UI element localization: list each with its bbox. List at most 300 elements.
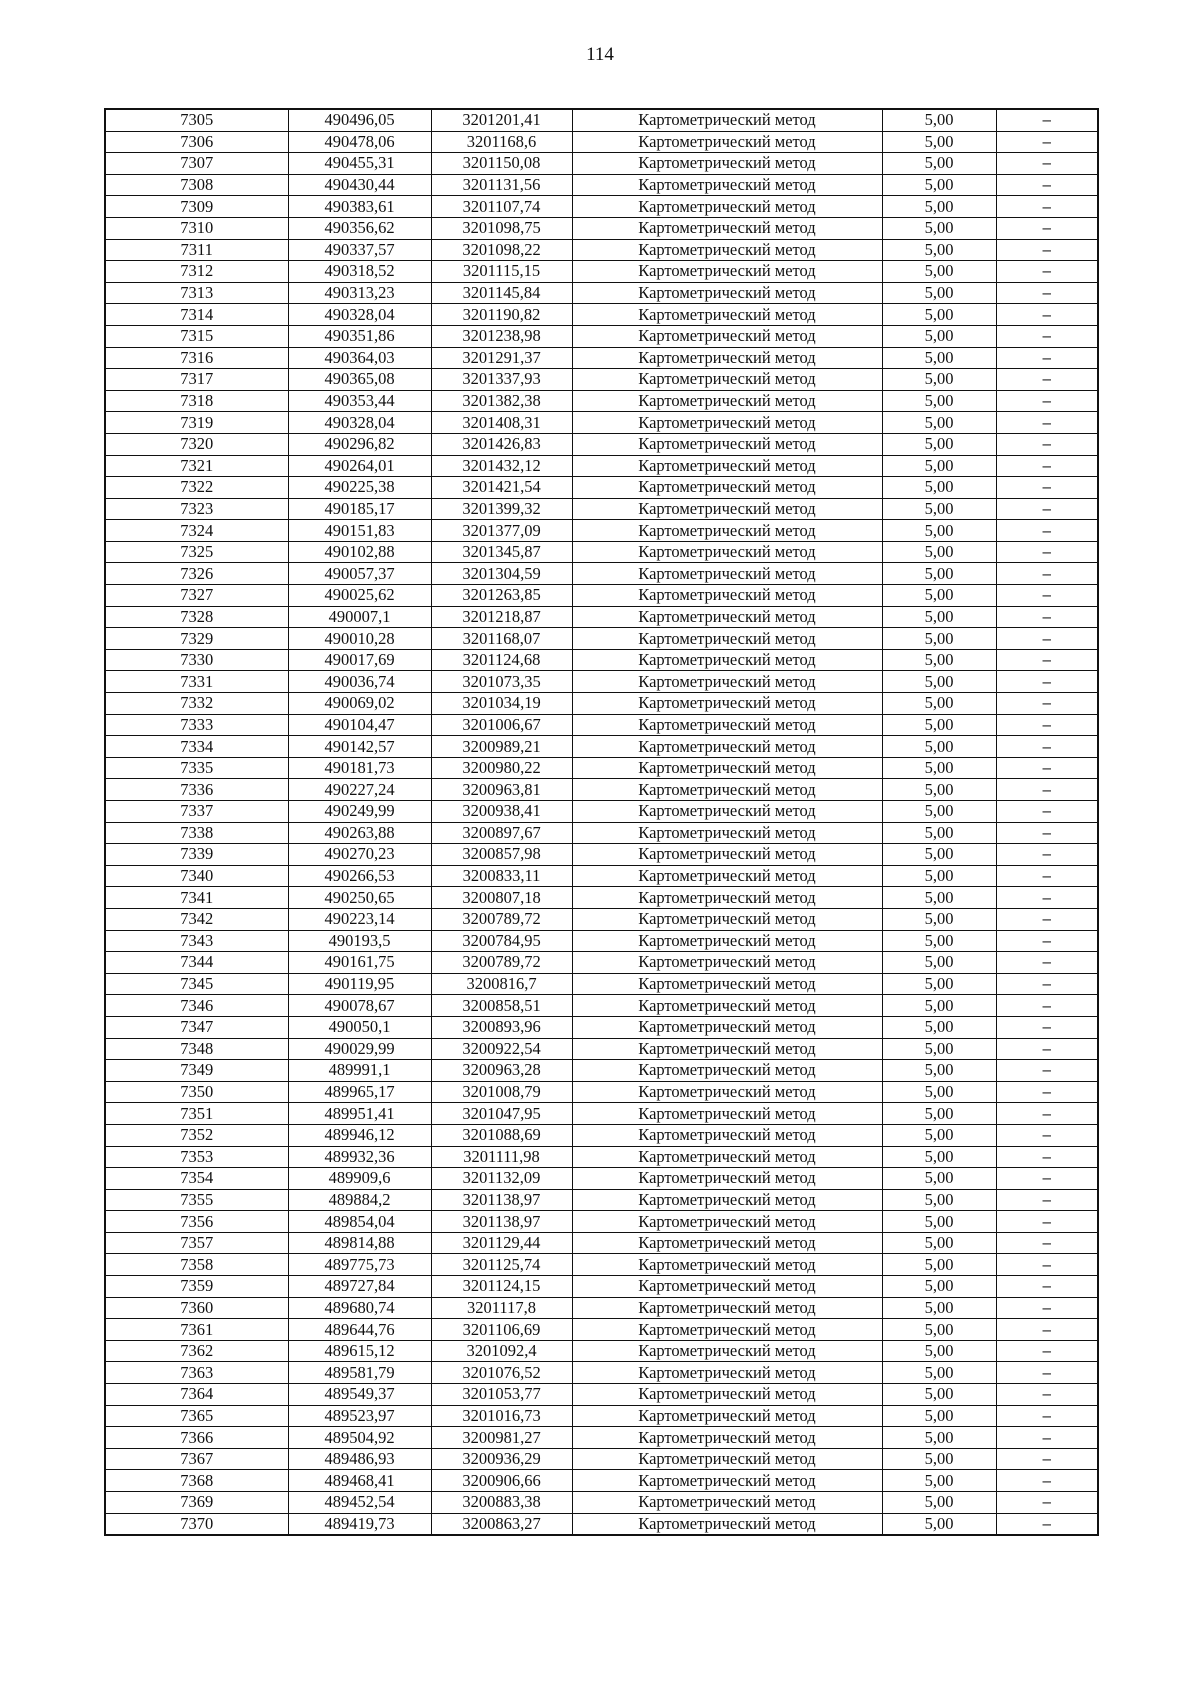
method-cell: Картометрический метод [572, 1060, 882, 1082]
description-cell: – [996, 1362, 1098, 1384]
y-coordinate-cell: 3200789,72 [431, 908, 572, 930]
x-coordinate-cell: 490104,47 [288, 714, 431, 736]
description-cell: – [996, 347, 1098, 369]
description-cell: – [996, 433, 1098, 455]
error-cell: 5,00 [882, 930, 996, 952]
point-number-cell: 7343 [105, 930, 288, 952]
method-cell: Картометрический метод [572, 369, 882, 391]
point-number-cell: 7354 [105, 1168, 288, 1190]
y-coordinate-cell: 3201190,82 [431, 304, 572, 326]
method-cell: Картометрический метод [572, 973, 882, 995]
description-cell: – [996, 1513, 1098, 1535]
point-number-cell: 7341 [105, 887, 288, 909]
description-cell: – [996, 498, 1098, 520]
x-coordinate-cell: 490328,04 [288, 412, 431, 434]
point-number-cell: 7326 [105, 563, 288, 585]
y-coordinate-cell: 3201006,67 [431, 714, 572, 736]
description-cell: – [996, 1211, 1098, 1233]
point-number-cell: 7368 [105, 1470, 288, 1492]
method-cell: Картометрический метод [572, 563, 882, 585]
method-cell: Картометрический метод [572, 455, 882, 477]
table-row [105, 671, 1098, 693]
method-cell: Картометрический метод [572, 109, 882, 131]
point-number-cell: 7311 [105, 239, 288, 261]
point-number-cell: 7329 [105, 628, 288, 650]
table-row [105, 1319, 1098, 1341]
table-row [105, 1405, 1098, 1427]
table-row [105, 1124, 1098, 1146]
description-cell: – [996, 304, 1098, 326]
point-number-cell: 7306 [105, 131, 288, 153]
x-coordinate-cell: 490337,57 [288, 239, 431, 261]
method-cell: Картометрический метод [572, 671, 882, 693]
description-cell: – [996, 1232, 1098, 1254]
error-cell: 5,00 [882, 671, 996, 693]
table-row [105, 801, 1098, 823]
method-cell: Картометрический метод [572, 606, 882, 628]
point-number-cell: 7309 [105, 196, 288, 218]
description-cell: – [996, 325, 1098, 347]
table-row [105, 347, 1098, 369]
description-cell: – [996, 412, 1098, 434]
point-number-cell: 7327 [105, 585, 288, 607]
x-coordinate-cell: 489991,1 [288, 1060, 431, 1082]
error-cell: 5,00 [882, 1405, 996, 1427]
description-cell: – [996, 995, 1098, 1017]
error-cell: 5,00 [882, 606, 996, 628]
error-cell: 5,00 [882, 455, 996, 477]
table-row [105, 693, 1098, 715]
error-cell: 5,00 [882, 153, 996, 175]
page-number: 114 [586, 44, 614, 65]
method-cell: Картометрический метод [572, 1276, 882, 1298]
method-cell: Картометрический метод [572, 908, 882, 930]
error-cell: 5,00 [882, 757, 996, 779]
table-row [105, 109, 1098, 131]
x-coordinate-cell: 490142,57 [288, 736, 431, 758]
x-coordinate-cell: 489775,73 [288, 1254, 431, 1276]
x-coordinate-cell: 490313,23 [288, 282, 431, 304]
table-row [105, 736, 1098, 758]
description-cell: – [996, 973, 1098, 995]
method-cell: Картометрический метод [572, 1124, 882, 1146]
error-cell: 5,00 [882, 822, 996, 844]
description-cell: – [996, 217, 1098, 239]
point-number-cell: 7347 [105, 1016, 288, 1038]
y-coordinate-cell: 3201399,32 [431, 498, 572, 520]
point-number-cell: 7324 [105, 520, 288, 542]
description-cell: – [996, 1384, 1098, 1406]
y-coordinate-cell: 3201238,98 [431, 325, 572, 347]
point-number-cell: 7313 [105, 282, 288, 304]
method-cell: Картометрический метод [572, 628, 882, 650]
description-cell: – [996, 952, 1098, 974]
description-cell: – [996, 1276, 1098, 1298]
y-coordinate-cell: 3201263,85 [431, 585, 572, 607]
error-cell: 5,00 [882, 585, 996, 607]
point-number-cell: 7367 [105, 1448, 288, 1470]
x-coordinate-cell: 490225,38 [288, 477, 431, 499]
x-coordinate-cell: 490185,17 [288, 498, 431, 520]
y-coordinate-cell: 3201125,74 [431, 1254, 572, 1276]
x-coordinate-cell: 490364,03 [288, 347, 431, 369]
table-row [105, 844, 1098, 866]
description-cell: – [996, 196, 1098, 218]
error-cell: 5,00 [882, 304, 996, 326]
y-coordinate-cell: 3200807,18 [431, 887, 572, 909]
y-coordinate-cell: 3200863,27 [431, 1513, 572, 1535]
table-row [105, 498, 1098, 520]
method-cell: Картометрический метод [572, 520, 882, 542]
error-cell: 5,00 [882, 563, 996, 585]
description-cell: – [996, 628, 1098, 650]
error-cell: 5,00 [882, 1254, 996, 1276]
error-cell: 5,00 [882, 217, 996, 239]
method-cell: Картометрический метод [572, 217, 882, 239]
error-cell: 5,00 [882, 844, 996, 866]
x-coordinate-cell: 490223,14 [288, 908, 431, 930]
error-cell: 5,00 [882, 779, 996, 801]
error-cell: 5,00 [882, 498, 996, 520]
y-coordinate-cell: 3201034,19 [431, 693, 572, 715]
table-row [105, 1254, 1098, 1276]
method-cell: Картометрический метод [572, 541, 882, 563]
y-coordinate-cell: 3201168,6 [431, 131, 572, 153]
error-cell: 5,00 [882, 1211, 996, 1233]
description-cell: – [996, 693, 1098, 715]
error-cell: 5,00 [882, 1038, 996, 1060]
point-number-cell: 7314 [105, 304, 288, 326]
y-coordinate-cell: 3201426,83 [431, 433, 572, 455]
point-number-cell: 7331 [105, 671, 288, 693]
error-cell: 5,00 [882, 1081, 996, 1103]
description-cell: – [996, 1146, 1098, 1168]
x-coordinate-cell: 490007,1 [288, 606, 431, 628]
x-coordinate-cell: 490351,86 [288, 325, 431, 347]
y-coordinate-cell: 3200936,29 [431, 1448, 572, 1470]
method-cell: Картометрический метод [572, 390, 882, 412]
error-cell: 5,00 [882, 390, 996, 412]
y-coordinate-cell: 3201377,09 [431, 520, 572, 542]
point-number-cell: 7305 [105, 109, 288, 131]
description-cell: – [996, 131, 1098, 153]
x-coordinate-cell: 490249,99 [288, 801, 431, 823]
x-coordinate-cell: 489909,6 [288, 1168, 431, 1190]
point-number-cell: 7362 [105, 1340, 288, 1362]
y-coordinate-cell: 3201291,37 [431, 347, 572, 369]
y-coordinate-cell: 3200789,72 [431, 952, 572, 974]
description-cell: – [996, 1427, 1098, 1449]
table-row [105, 1297, 1098, 1319]
x-coordinate-cell: 489523,97 [288, 1405, 431, 1427]
point-number-cell: 7338 [105, 822, 288, 844]
table-row [105, 714, 1098, 736]
y-coordinate-cell: 3201076,52 [431, 1362, 572, 1384]
error-cell: 5,00 [882, 1448, 996, 1470]
y-coordinate-cell: 3200784,95 [431, 930, 572, 952]
y-coordinate-cell: 3201150,08 [431, 153, 572, 175]
point-number-cell: 7350 [105, 1081, 288, 1103]
y-coordinate-cell: 3200989,21 [431, 736, 572, 758]
point-number-cell: 7345 [105, 973, 288, 995]
point-number-cell: 7312 [105, 261, 288, 283]
error-cell: 5,00 [882, 541, 996, 563]
x-coordinate-cell: 490181,73 [288, 757, 431, 779]
x-coordinate-cell: 490036,74 [288, 671, 431, 693]
table-row [105, 930, 1098, 952]
y-coordinate-cell: 3200981,27 [431, 1427, 572, 1449]
point-number-cell: 7365 [105, 1405, 288, 1427]
point-number-cell: 7308 [105, 174, 288, 196]
method-cell: Картометрический метод [572, 1405, 882, 1427]
y-coordinate-cell: 3201016,73 [431, 1405, 572, 1427]
y-coordinate-cell: 3200938,41 [431, 801, 572, 823]
table-row [105, 1448, 1098, 1470]
description-cell: – [996, 477, 1098, 499]
x-coordinate-cell: 489644,76 [288, 1319, 431, 1341]
method-cell: Картометрический метод [572, 801, 882, 823]
y-coordinate-cell: 3201047,95 [431, 1103, 572, 1125]
point-number-cell: 7333 [105, 714, 288, 736]
method-cell: Картометрический метод [572, 477, 882, 499]
y-coordinate-cell: 3201124,15 [431, 1276, 572, 1298]
description-cell: – [996, 1492, 1098, 1514]
x-coordinate-cell: 490010,28 [288, 628, 431, 650]
table-row [105, 779, 1098, 801]
table-row [105, 131, 1098, 153]
y-coordinate-cell: 3201145,84 [431, 282, 572, 304]
description-cell: – [996, 736, 1098, 758]
description-cell: – [996, 109, 1098, 131]
table-row [105, 887, 1098, 909]
point-number-cell: 7351 [105, 1103, 288, 1125]
description-cell: – [996, 239, 1098, 261]
x-coordinate-cell: 489951,41 [288, 1103, 431, 1125]
coordinates-table [104, 108, 1099, 1536]
table-row [105, 606, 1098, 628]
table-row [105, 325, 1098, 347]
x-coordinate-cell: 490356,62 [288, 217, 431, 239]
table-row [105, 865, 1098, 887]
description-cell: – [996, 757, 1098, 779]
method-cell: Картометрический метод [572, 1081, 882, 1103]
method-cell: Картометрический метод [572, 282, 882, 304]
point-number-cell: 7360 [105, 1297, 288, 1319]
description-cell: – [996, 1124, 1098, 1146]
error-cell: 5,00 [882, 196, 996, 218]
description-cell: – [996, 1448, 1098, 1470]
error-cell: 5,00 [882, 131, 996, 153]
method-cell: Картометрический метод [572, 714, 882, 736]
point-number-cell: 7339 [105, 844, 288, 866]
table-row [105, 563, 1098, 585]
table-row [105, 1362, 1098, 1384]
table-row [105, 239, 1098, 261]
method-cell: Картометрический метод [572, 1297, 882, 1319]
description-cell: – [996, 1038, 1098, 1060]
x-coordinate-cell: 489452,54 [288, 1492, 431, 1514]
x-coordinate-cell: 489854,04 [288, 1211, 431, 1233]
table-row [105, 433, 1098, 455]
y-coordinate-cell: 3200858,51 [431, 995, 572, 1017]
error-cell: 5,00 [882, 801, 996, 823]
point-number-cell: 7344 [105, 952, 288, 974]
table-row [105, 282, 1098, 304]
error-cell: 5,00 [882, 952, 996, 974]
point-number-cell: 7342 [105, 908, 288, 930]
x-coordinate-cell: 490151,83 [288, 520, 431, 542]
table-row [105, 369, 1098, 391]
description-cell: – [996, 369, 1098, 391]
description-cell: – [996, 865, 1098, 887]
y-coordinate-cell: 3201304,59 [431, 563, 572, 585]
table-row [105, 196, 1098, 218]
y-coordinate-cell: 3201124,68 [431, 649, 572, 671]
x-coordinate-cell: 490069,02 [288, 693, 431, 715]
y-coordinate-cell: 3200897,67 [431, 822, 572, 844]
method-cell: Картометрический метод [572, 865, 882, 887]
y-coordinate-cell: 3201088,69 [431, 1124, 572, 1146]
point-number-cell: 7349 [105, 1060, 288, 1082]
description-cell: – [996, 1060, 1098, 1082]
table-row [105, 1189, 1098, 1211]
method-cell: Картометрический метод [572, 412, 882, 434]
method-cell: Картометрический метод [572, 433, 882, 455]
x-coordinate-cell: 489504,92 [288, 1427, 431, 1449]
method-cell: Картометрический метод [572, 1340, 882, 1362]
point-number-cell: 7353 [105, 1146, 288, 1168]
method-cell: Картометрический метод [572, 131, 882, 153]
point-number-cell: 7322 [105, 477, 288, 499]
x-coordinate-cell: 490266,53 [288, 865, 431, 887]
point-number-cell: 7328 [105, 606, 288, 628]
error-cell: 5,00 [882, 973, 996, 995]
y-coordinate-cell: 3201129,44 [431, 1232, 572, 1254]
point-number-cell: 7364 [105, 1384, 288, 1406]
method-cell: Картометрический метод [572, 1470, 882, 1492]
table-row [105, 174, 1098, 196]
error-cell: 5,00 [882, 1124, 996, 1146]
y-coordinate-cell: 3201115,15 [431, 261, 572, 283]
point-number-cell: 7310 [105, 217, 288, 239]
method-cell: Картометрический метод [572, 1103, 882, 1125]
x-coordinate-cell: 490227,24 [288, 779, 431, 801]
method-cell: Картометрический метод [572, 174, 882, 196]
x-coordinate-cell: 489727,84 [288, 1276, 431, 1298]
table-row [105, 973, 1098, 995]
x-coordinate-cell: 490161,75 [288, 952, 431, 974]
point-number-cell: 7355 [105, 1189, 288, 1211]
method-cell: Картометрический метод [572, 1492, 882, 1514]
description-cell: – [996, 1340, 1098, 1362]
table-row [105, 390, 1098, 412]
table-row [105, 757, 1098, 779]
method-cell: Картометрический метод [572, 887, 882, 909]
table-row [105, 1146, 1098, 1168]
method-cell: Картометрический метод [572, 693, 882, 715]
point-number-cell: 7321 [105, 455, 288, 477]
y-coordinate-cell: 3201073,35 [431, 671, 572, 693]
x-coordinate-cell: 490193,5 [288, 930, 431, 952]
y-coordinate-cell: 3201218,87 [431, 606, 572, 628]
table-row [105, 995, 1098, 1017]
point-number-cell: 7370 [105, 1513, 288, 1535]
method-cell: Картометрический метод [572, 1254, 882, 1276]
x-coordinate-cell: 490025,62 [288, 585, 431, 607]
error-cell: 5,00 [882, 347, 996, 369]
x-coordinate-cell: 490478,06 [288, 131, 431, 153]
method-cell: Картометрический метод [572, 1189, 882, 1211]
method-cell: Картометрический метод [572, 779, 882, 801]
point-number-cell: 7323 [105, 498, 288, 520]
point-number-cell: 7363 [105, 1362, 288, 1384]
method-cell: Картометрический метод [572, 153, 882, 175]
point-number-cell: 7361 [105, 1319, 288, 1341]
error-cell: 5,00 [882, 1513, 996, 1535]
y-coordinate-cell: 3201098,22 [431, 239, 572, 261]
x-coordinate-cell: 490057,37 [288, 563, 431, 585]
x-coordinate-cell: 489419,73 [288, 1513, 431, 1535]
description-cell: – [996, 908, 1098, 930]
table-row [105, 1211, 1098, 1233]
description-cell: – [996, 1319, 1098, 1341]
error-cell: 5,00 [882, 412, 996, 434]
method-cell: Картометрический метод [572, 585, 882, 607]
y-coordinate-cell: 3201168,07 [431, 628, 572, 650]
error-cell: 5,00 [882, 1427, 996, 1449]
y-coordinate-cell: 3200980,22 [431, 757, 572, 779]
method-cell: Картометрический метод [572, 1513, 882, 1535]
y-coordinate-cell: 3201098,75 [431, 217, 572, 239]
x-coordinate-cell: 490455,31 [288, 153, 431, 175]
error-cell: 5,00 [882, 1276, 996, 1298]
x-coordinate-cell: 490430,44 [288, 174, 431, 196]
x-coordinate-cell: 490263,88 [288, 822, 431, 844]
table-row [105, 541, 1098, 563]
description-cell: – [996, 153, 1098, 175]
y-coordinate-cell: 3201138,97 [431, 1189, 572, 1211]
description-cell: – [996, 541, 1098, 563]
error-cell: 5,00 [882, 261, 996, 283]
point-number-cell: 7317 [105, 369, 288, 391]
y-coordinate-cell: 3200963,81 [431, 779, 572, 801]
point-number-cell: 7366 [105, 1427, 288, 1449]
error-cell: 5,00 [882, 887, 996, 909]
y-coordinate-cell: 3201408,31 [431, 412, 572, 434]
x-coordinate-cell: 490270,23 [288, 844, 431, 866]
table-row [105, 628, 1098, 650]
description-cell: – [996, 585, 1098, 607]
method-cell: Картометрический метод [572, 757, 882, 779]
y-coordinate-cell: 3201008,79 [431, 1081, 572, 1103]
x-coordinate-cell: 490250,65 [288, 887, 431, 909]
error-cell: 5,00 [882, 1340, 996, 1362]
point-number-cell: 7307 [105, 153, 288, 175]
x-coordinate-cell: 489884,2 [288, 1189, 431, 1211]
error-cell: 5,00 [882, 995, 996, 1017]
error-cell: 5,00 [882, 1146, 996, 1168]
point-number-cell: 7335 [105, 757, 288, 779]
method-cell: Картометрический метод [572, 1384, 882, 1406]
point-number-cell: 7330 [105, 649, 288, 671]
x-coordinate-cell: 490029,99 [288, 1038, 431, 1060]
x-coordinate-cell: 489468,41 [288, 1470, 431, 1492]
error-cell: 5,00 [882, 628, 996, 650]
point-number-cell: 7346 [105, 995, 288, 1017]
table-row [105, 649, 1098, 671]
x-coordinate-cell: 489680,74 [288, 1297, 431, 1319]
method-cell: Картометрический метод [572, 196, 882, 218]
